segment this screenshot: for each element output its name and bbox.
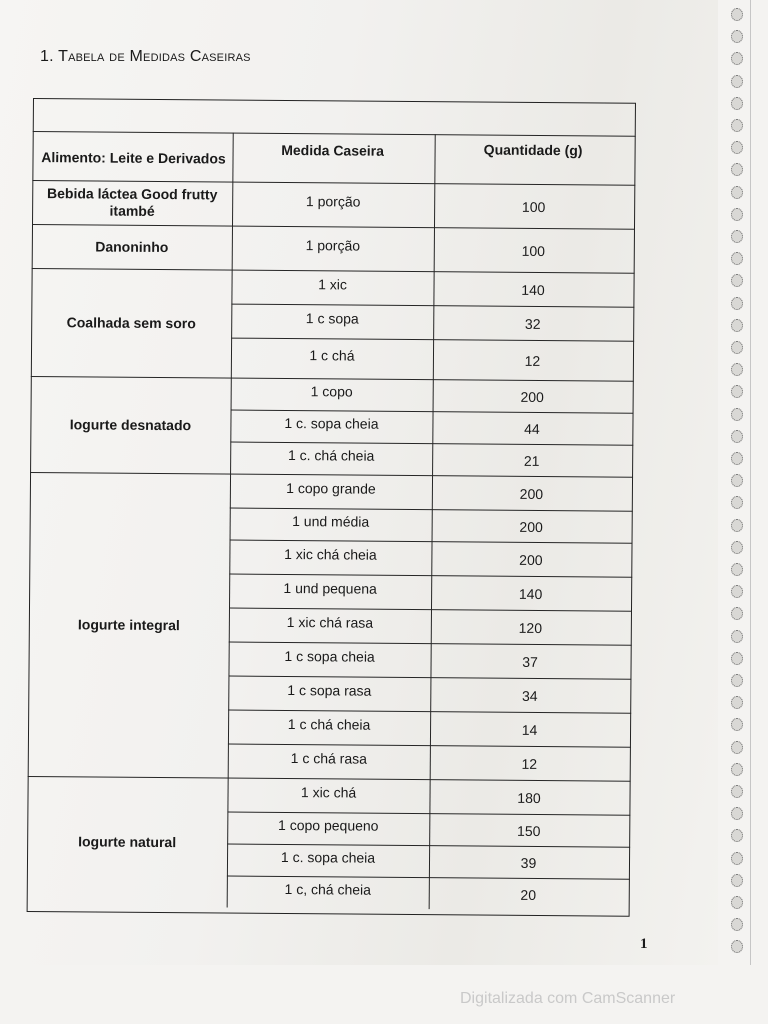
quantity-cell: 200 bbox=[519, 518, 543, 535]
measure-cell: 1 c chá cheia bbox=[287, 715, 371, 733]
quantity-cell: 200 bbox=[519, 551, 543, 568]
quantity-cell: 12 bbox=[521, 755, 538, 772]
spiral-ring bbox=[731, 52, 743, 65]
spiral-ring bbox=[731, 852, 743, 865]
measure-cell: 1 c. sopa cheia bbox=[280, 848, 376, 866]
quantity-cell: 200 bbox=[519, 485, 544, 502]
spiral-binding bbox=[726, 0, 756, 965]
spiral-ring bbox=[731, 585, 743, 598]
quantity-cell: 32 bbox=[524, 315, 541, 332]
spiral-ring bbox=[731, 408, 743, 421]
spiral-ring bbox=[731, 674, 743, 687]
measure-cell: 1 und média bbox=[292, 512, 370, 530]
spiral-ring bbox=[731, 430, 743, 443]
food-name-cell: Iogurte natural bbox=[78, 832, 177, 850]
quantity-cell: 150 bbox=[517, 822, 541, 839]
spiral-ring bbox=[731, 652, 743, 665]
measure-cell: 1 porção bbox=[305, 236, 361, 254]
measure-cell: 1 c, chá cheia bbox=[284, 880, 372, 898]
measure-cell: 1 c chá rasa bbox=[290, 749, 368, 767]
food-name-cell: Coalhada sem soro bbox=[66, 313, 196, 331]
spiral-ring bbox=[731, 252, 743, 265]
spiral-ring bbox=[731, 829, 743, 842]
measure-cell: 1 c sopa rasa bbox=[287, 681, 372, 699]
header-quantity: Quantidade (g) bbox=[483, 141, 583, 158]
quantity-cell: 21 bbox=[523, 452, 540, 469]
quantity-cell: 100 bbox=[521, 198, 546, 215]
spiral-ring bbox=[731, 75, 743, 88]
spiral-ring bbox=[731, 363, 743, 376]
food-name-cell: Bebida láctea Good frutty itambé bbox=[47, 185, 218, 219]
spiral-ring bbox=[731, 8, 743, 21]
measure-cell: 1 xic bbox=[318, 275, 348, 292]
measure-cell: 1 xic chá cheia bbox=[284, 545, 377, 563]
quantity-cell: 180 bbox=[517, 789, 541, 806]
quantity-cell: 200 bbox=[520, 388, 544, 405]
header-food: Alimento: Leite e Derivados bbox=[41, 148, 226, 167]
food-name-cell: Iogurte desnatado bbox=[69, 415, 192, 433]
spiral-ring bbox=[731, 519, 743, 532]
quantity-cell: 140 bbox=[521, 281, 545, 298]
measure-cell: 1 copo bbox=[310, 382, 353, 400]
quantity-cell: 12 bbox=[524, 352, 541, 369]
spiral-ring bbox=[731, 474, 743, 487]
measure-cell: 1 und pequena bbox=[283, 579, 377, 597]
spiral-ring bbox=[731, 563, 743, 576]
measure-cell: 1 c sopa bbox=[305, 309, 359, 327]
measure-cell: 1 xic chá rasa bbox=[286, 613, 374, 631]
spiral-ring bbox=[731, 274, 743, 287]
spiral-ring bbox=[731, 97, 743, 110]
header-measure: Medida Caseira bbox=[281, 141, 385, 159]
scanner-watermark: Digitalizada com CamScanner bbox=[460, 990, 676, 1007]
spiral-ring bbox=[731, 940, 743, 953]
spiral-ring bbox=[731, 208, 743, 221]
spiral-ring bbox=[731, 630, 743, 643]
spiral-ring bbox=[731, 718, 743, 731]
spiral-ring bbox=[731, 607, 743, 620]
spiral-ring bbox=[731, 741, 743, 754]
measure-cell: 1 c sopa cheia bbox=[284, 647, 375, 665]
spiral-ring bbox=[731, 163, 743, 176]
spiral-ring bbox=[731, 119, 743, 132]
measure-cell: 1 c. chá cheia bbox=[287, 446, 375, 464]
spiral-ring bbox=[731, 297, 743, 310]
page-number: 1 bbox=[640, 936, 648, 952]
spiral-ring bbox=[731, 918, 743, 931]
quantity-cell: 14 bbox=[521, 721, 538, 738]
quantity-cell: 39 bbox=[520, 854, 537, 871]
measure-cell: 1 xic chá bbox=[300, 783, 357, 801]
quantity-cell: 140 bbox=[518, 585, 543, 602]
measure-cell: 1 c chá bbox=[309, 346, 355, 364]
quantity-cell: 100 bbox=[521, 242, 546, 259]
quantity-cell: 34 bbox=[521, 687, 538, 704]
quantity-cell: 37 bbox=[522, 653, 538, 670]
spiral-ring bbox=[731, 763, 743, 776]
spiral-ring bbox=[731, 341, 743, 354]
spiral-ring bbox=[731, 30, 743, 43]
spiral-ring bbox=[731, 807, 743, 820]
spiral-ring bbox=[731, 874, 743, 887]
spiral-ring bbox=[731, 696, 743, 709]
quantity-cell: 20 bbox=[520, 886, 537, 903]
measure-cell: 1 porção bbox=[305, 192, 361, 210]
spiral-ring bbox=[731, 896, 743, 909]
spiral-ring bbox=[731, 785, 743, 798]
spiral-ring bbox=[731, 541, 743, 554]
spiral-ring bbox=[731, 452, 743, 465]
spiral-ring bbox=[731, 385, 743, 398]
measure-cell: 1 c. sopa cheia bbox=[284, 414, 379, 432]
spiral-ring bbox=[731, 496, 743, 509]
measure-cell: 1 copo grande bbox=[286, 479, 376, 497]
food-name-cell: Iogurte integral bbox=[77, 615, 180, 633]
quantity-cell: 120 bbox=[518, 619, 543, 636]
spiral-ring bbox=[731, 230, 743, 243]
quantity-cell: 44 bbox=[524, 420, 540, 437]
measure-cell: 1 copo pequeno bbox=[278, 816, 379, 834]
measures-table bbox=[27, 98, 636, 923]
spiral-ring bbox=[731, 141, 743, 154]
food-name-cell: Danoninho bbox=[95, 237, 169, 255]
page-title: 1. Tabela de Medidas Caseiras bbox=[40, 48, 251, 65]
spiral-ring bbox=[731, 319, 743, 332]
spiral-ring bbox=[731, 186, 743, 199]
